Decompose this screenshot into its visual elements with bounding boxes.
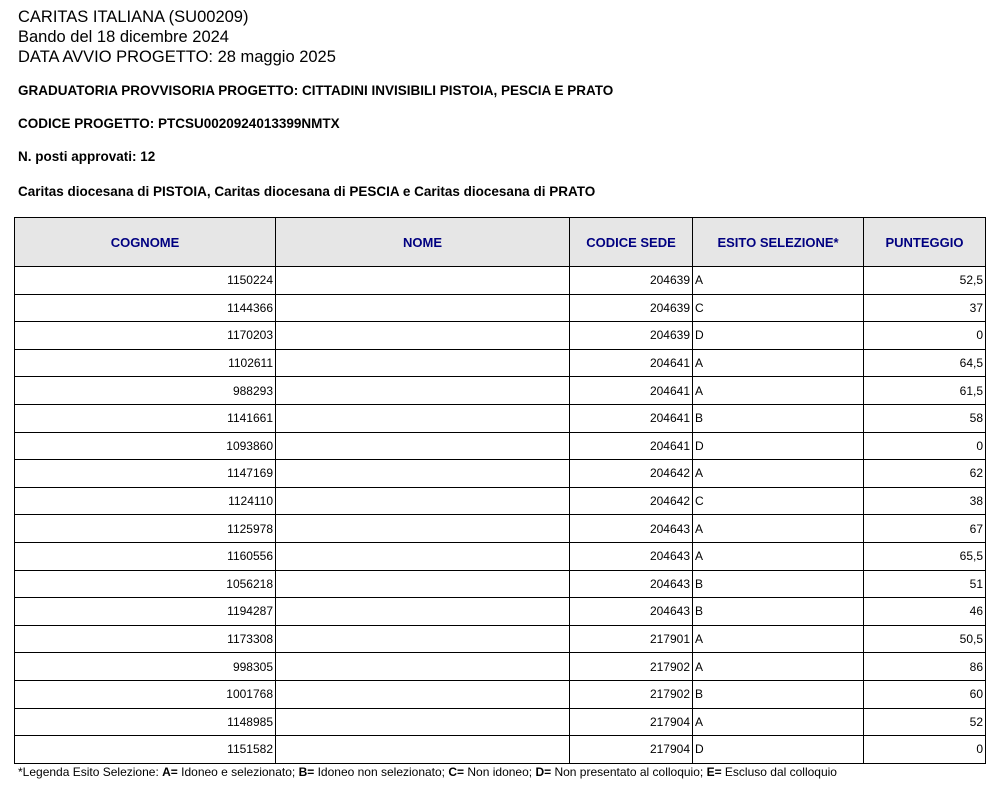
- cell-punteggio: 61,5: [864, 377, 986, 405]
- cell-cognome: 1173308: [15, 625, 276, 653]
- cell-punteggio: 58: [864, 404, 986, 432]
- legend-text-b: Idoneo non selezionato;: [314, 765, 449, 779]
- table-row: [15, 736, 986, 764]
- cell-esito-selezione: A: [693, 708, 864, 736]
- cell-cognome: 1144366: [15, 294, 276, 322]
- cell-punteggio: 62: [864, 460, 986, 488]
- cell-codice-sede: 204641: [570, 349, 693, 377]
- cell-punteggio: 86: [864, 653, 986, 681]
- table-body: [15, 267, 986, 764]
- legend-text-c: Non idoneo;: [464, 765, 536, 779]
- cell-esito-selezione: A: [693, 542, 864, 570]
- cell-punteggio: 60: [864, 680, 986, 708]
- cell-esito-selezione: A: [693, 377, 864, 405]
- cell-cognome: 998305: [15, 653, 276, 681]
- table-row: [15, 487, 986, 515]
- cell-nome: [276, 404, 570, 432]
- cell-codice-sede: 204642: [570, 460, 693, 488]
- legend-key-b: B=: [298, 765, 315, 779]
- legend-key-c: C=: [448, 765, 465, 779]
- cell-punteggio: 50,5: [864, 625, 986, 653]
- cell-codice-sede: 204641: [570, 432, 693, 460]
- cell-esito-selezione: C: [693, 294, 864, 322]
- posti-approvati: N. posti approvati: 12: [18, 149, 156, 164]
- cell-nome: [276, 432, 570, 460]
- column-header-codice-sede: CODICE SEDE: [570, 218, 693, 267]
- cell-esito-selezione: B: [693, 598, 864, 626]
- cell-cognome: 1102611: [15, 349, 276, 377]
- table-row: [15, 708, 986, 736]
- cell-nome: [276, 736, 570, 764]
- cell-esito-selezione: A: [693, 460, 864, 488]
- cell-punteggio: 52: [864, 708, 986, 736]
- cell-nome: [276, 322, 570, 350]
- cell-codice-sede: 217901: [570, 625, 693, 653]
- table-row: [15, 294, 986, 322]
- cell-esito-selezione: D: [693, 322, 864, 350]
- table-row: [15, 570, 986, 598]
- cell-nome: [276, 460, 570, 488]
- document-header: [18, 7, 978, 67]
- cell-esito-selezione: A: [693, 515, 864, 543]
- cell-nome: [276, 487, 570, 515]
- cell-codice-sede: 204642: [570, 487, 693, 515]
- table-row: [15, 267, 986, 295]
- cell-nome: [276, 349, 570, 377]
- table-row: [15, 680, 986, 708]
- cell-punteggio: 0: [864, 432, 986, 460]
- cell-nome: [276, 515, 570, 543]
- table-row: [15, 515, 986, 543]
- cell-codice-sede: 204643: [570, 515, 693, 543]
- cell-cognome: 988293: [15, 377, 276, 405]
- cell-cognome: 1125978: [15, 515, 276, 543]
- cell-codice-sede: 204641: [570, 377, 693, 405]
- legend-key-e: E=: [706, 765, 722, 779]
- cell-punteggio: 51: [864, 570, 986, 598]
- graduatoria-table: [14, 217, 986, 764]
- cell-nome: [276, 708, 570, 736]
- column-header-punteggio: PUNTEGGIO: [864, 218, 986, 267]
- legend-key-a: A=: [162, 765, 178, 779]
- table-row: [15, 377, 986, 405]
- column-header-nome: NOME: [276, 218, 570, 267]
- cell-punteggio: 37: [864, 294, 986, 322]
- cell-esito-selezione: D: [693, 432, 864, 460]
- cell-codice-sede: 217904: [570, 708, 693, 736]
- bando-date: Bando del 18 dicembre 2024: [18, 28, 229, 46]
- cell-punteggio: 52,5: [864, 267, 986, 295]
- table-row: [15, 653, 986, 681]
- cell-punteggio: 67: [864, 515, 986, 543]
- table-row: [15, 625, 986, 653]
- cell-codice-sede: 217904: [570, 736, 693, 764]
- cell-cognome: 1160556: [15, 542, 276, 570]
- cell-codice-sede: 204639: [570, 322, 693, 350]
- cell-nome: [276, 625, 570, 653]
- cell-cognome: 1141661: [15, 404, 276, 432]
- cell-nome: [276, 377, 570, 405]
- legend-text-e: Escluso dal colloquio: [721, 765, 837, 779]
- cell-cognome: 1150224: [15, 267, 276, 295]
- cell-esito-selezione: A: [693, 653, 864, 681]
- cell-cognome: 1194287: [15, 598, 276, 626]
- enti-attuatori: Caritas diocesana di PISTOIA, Caritas diocesana di PESCIA e Caritas diocesana di PRATO: [18, 184, 596, 199]
- cell-esito-selezione: A: [693, 349, 864, 377]
- codice-progetto: CODICE PROGETTO: PTCSU0020924013399NMTX: [18, 116, 340, 131]
- table-row: [15, 322, 986, 350]
- cell-codice-sede: 217902: [570, 680, 693, 708]
- cell-esito-selezione: B: [693, 680, 864, 708]
- legend-prefix: *Legenda Esito Selezione:: [18, 765, 163, 779]
- table-row: [15, 404, 986, 432]
- cell-esito-selezione: A: [693, 625, 864, 653]
- cell-nome: [276, 653, 570, 681]
- table-row: [15, 542, 986, 570]
- table-row: [15, 598, 986, 626]
- cell-cognome: 1124110: [15, 487, 276, 515]
- graduatoria-title: GRADUATORIA PROVVISORIA PROGETTO: CITTADINI INVISIBILI PISTOIA, PESCIA E PRATO: [18, 83, 614, 98]
- cell-nome: [276, 598, 570, 626]
- cell-esito-selezione: C: [693, 487, 864, 515]
- cell-esito-selezione: B: [693, 570, 864, 598]
- cell-esito-selezione: A: [693, 267, 864, 295]
- legend-text-d: Non presentato al colloquio;: [551, 765, 707, 779]
- cell-nome: [276, 294, 570, 322]
- cell-codice-sede: 204643: [570, 570, 693, 598]
- cell-nome: [276, 267, 570, 295]
- cell-esito-selezione: B: [693, 404, 864, 432]
- cell-cognome: 1147169: [15, 460, 276, 488]
- table-row: [15, 349, 986, 377]
- cell-cognome: 1148985: [15, 708, 276, 736]
- cell-nome: [276, 542, 570, 570]
- legenda-esito: [18, 765, 837, 779]
- cell-esito-selezione: D: [693, 736, 864, 764]
- cell-nome: [276, 570, 570, 598]
- cell-codice-sede: 204641: [570, 404, 693, 432]
- cell-codice-sede: 204639: [570, 267, 693, 295]
- legend-key-d: D=: [535, 765, 552, 779]
- cell-punteggio: 46: [864, 598, 986, 626]
- ente-title: CARITAS ITALIANA (SU00209): [18, 8, 249, 26]
- column-header-esito-selezione: ESITO SELEZIONE*: [693, 218, 864, 267]
- cell-punteggio: 38: [864, 487, 986, 515]
- cell-punteggio: 65,5: [864, 542, 986, 570]
- cell-codice-sede: 204643: [570, 598, 693, 626]
- column-header-cognome: COGNOME: [15, 218, 276, 267]
- table-header-row: [15, 218, 986, 267]
- cell-cognome: 1151582: [15, 736, 276, 764]
- cell-punteggio: 0: [864, 736, 986, 764]
- cell-cognome: 1093860: [15, 432, 276, 460]
- cell-punteggio: 0: [864, 322, 986, 350]
- avvio-progetto-date: DATA AVVIO PROGETTO: 28 maggio 2025: [18, 48, 336, 66]
- table-row: [15, 460, 986, 488]
- cell-cognome: 1001768: [15, 680, 276, 708]
- cell-punteggio: 64,5: [864, 349, 986, 377]
- cell-nome: [276, 680, 570, 708]
- cell-cognome: 1056218: [15, 570, 276, 598]
- cell-codice-sede: 204639: [570, 294, 693, 322]
- legend-text-a: Idoneo e selezionato;: [177, 765, 299, 779]
- table-row: [15, 432, 986, 460]
- cell-cognome: 1170203: [15, 322, 276, 350]
- cell-codice-sede: 204643: [570, 542, 693, 570]
- cell-codice-sede: 217902: [570, 653, 693, 681]
